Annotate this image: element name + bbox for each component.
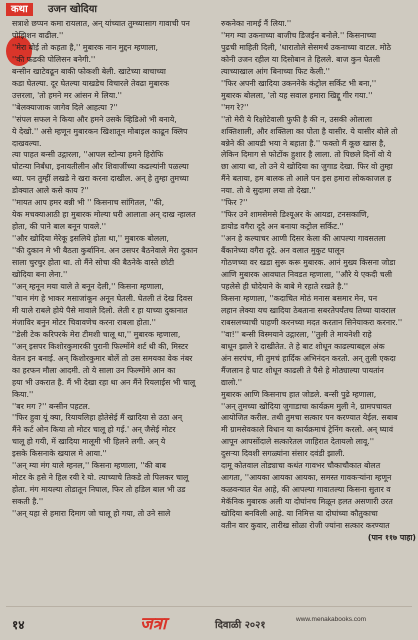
text-line: दामू कोतवाल तोड्याचा कथंत गावभर चौकाचौकात बोलत xyxy=(221,461,381,471)
text-line: ''फिर अपनी खादिया उकननेके कंट्रोल सर्किट भी बना,'' xyxy=(221,78,377,88)
text-line: खोदिया बनविली आहे. या निमित्त या दोघांच्या कौतुकाचा xyxy=(221,509,378,519)
text-line: किसना म्हणाला, ''कदाचित मोठं मनास बसमार मेन, पन xyxy=(221,293,378,303)
text-line: खोदिया बना लेना.'' xyxy=(12,270,68,280)
text-line: ''यान मंग हे भाकर मसाजांकून अनून घेतली. घेतली तं देख दिवस xyxy=(12,293,193,303)
text-line: ''बेलक्याजाक जागेव दिले आहत्या ?'' xyxy=(12,102,118,112)
text-line: ''अन् म्या मंग याले म्हनल,'' किसना म्हणाला, ''की बाब xyxy=(12,461,167,471)
text-line: ''अन् तुमच्या खोदिया जुगाडाचा कार्यक्रम मुली ने, ग्रामपचायत xyxy=(221,401,392,411)
text-line: राबसलच्याची पाहणी करनच्या मदत करतान सिनेयाकरा करनार.'' xyxy=(221,317,403,327)
text-line: ''बर मग ?'' बन्सीन पहटल. xyxy=(12,401,91,411)
text-line: आणि मुबारक आवघात निवडत म्हणाला, ''औरे ये एकदी चली xyxy=(221,270,393,280)
left-column xyxy=(12,18,207,520)
text-line: लहान लेक्या यच खादिया ठेबताना सबरतेपर्यंतच तिच्या यावराल xyxy=(221,305,396,315)
page-header xyxy=(0,0,418,20)
text-line: वतीन वार कुवार, तारीख सोळा रोजी ज्यांना सत्कार करण्यात xyxy=(221,521,390,531)
text-line: हया भी उकरात है. मैं भी देखा रहा था अन मैंने रियलाईस भी चालू xyxy=(12,377,196,387)
page-footer xyxy=(0,606,418,640)
text-line: ''अन् म्हनून मया याले ते बनून देली,'' किसना म्हणाला, xyxy=(12,281,164,291)
text-line: नया. तो वे सुदामा लया तो देखा.'' xyxy=(221,186,316,196)
text-line: ''फिर हुवा यूं क्या, रियायलिहा होतेसेई मैं खादिया से उठा अन् xyxy=(12,413,183,423)
text-line: बैंकानेच्या वगैरा दूदे. अन वलात मुकुट घालून xyxy=(221,246,345,256)
text-line: उत्तरला, 'तो हमने मर आंसन मे लिया.'' xyxy=(12,90,122,100)
text-line: ''तो मेरी ये रिक्षोटेवाली फुफी है की न, उसकी ओलाला xyxy=(221,114,372,124)
text-line: बन्नेने की आयडी भया ने बहाता है.'' फक्तो मैं कूछ खास है, xyxy=(221,138,386,148)
text-line: इसके किसनाके खयाल मे आया.'' xyxy=(12,449,107,459)
magazine-logo-text: जत्रा xyxy=(140,614,167,634)
text-line: आपून आपसोंदाले सत्कारेतल जाहिरात देतायलो लावू.'' xyxy=(221,437,375,447)
text-line: आयोजित करील. तथी तुमचा सत्कार पन करण्यात येईल. सबाब xyxy=(221,413,398,423)
right-column xyxy=(221,18,416,544)
text-line: मैंने कर्ट ओन किया तो मोटर चालू हो गई.' अन् जैसेई मोटर xyxy=(12,425,176,435)
text-line: डोक्यात आले कसे काय ?'' xyxy=(12,186,89,196)
text-line: दुसऱ्या दिवशी सगळ्यांना संसार दवंडी झाली. xyxy=(221,449,345,459)
text-line: ''अन् इसपर किशोरकुमारकी पुरानी फिल्मोंमे शर्ट थी की, मिस्टर xyxy=(12,341,189,351)
text-line: त्याच्याखाल आंग बिनाच्या फिट केली.'' xyxy=(221,66,330,76)
text-line: द्यालो.'' xyxy=(221,377,243,387)
text-line: मुबारक बोलला, 'तो यह सवाल हमारा खिद्दू गीर गया.'' xyxy=(221,90,373,100)
issue-label: दिवाळी २०२१ xyxy=(215,620,266,631)
text-line: मैंने बताया, हम बालक तो आले पन इस हमारा लोककाजल ह xyxy=(221,174,392,184)
text-line: ''की दुकान मे भी बैठता कुर्बानिन. अन उसपर बैठनेवाले मेरा दुकान xyxy=(12,246,198,256)
text-line: रुकनेका नामई नैं लिया.'' xyxy=(221,19,292,28)
text-line: थ्या. पन तुम्हीं लखडे ने खरा करना दाखील. अन् हे तुम्हा तुमच्या xyxy=(12,174,189,184)
page-number: १४ xyxy=(12,618,25,632)
section-tag: कथा xyxy=(6,3,33,16)
text-line: का हरफन मौला आदमी. तो ये साला उन फिल्मोंमे आन का xyxy=(12,365,176,375)
text-line: किया.'' xyxy=(12,389,34,399)
text-line: ''फिर उने शामसेमसे डिश्यूअर के आयडा, टनसकाणि, xyxy=(221,210,370,220)
website-link[interactable]: www.menakabooks.com xyxy=(296,616,367,623)
text-line: मी ग्रामसेवकाले विधान या कार्यक्रमाचं ट्रेनिंग करलो. अन् घ्यावं xyxy=(221,425,394,435)
text-line: त्या पाहत बन्सी उद्गारला, ''आपल स्टोन्या हमने हिरोफि xyxy=(12,150,164,160)
text-line: कळवन्यात येत आहे, की आपल्या गावातल्या किसना सुतार व xyxy=(221,485,391,495)
continuation-note: (पान ११७ पाहा) xyxy=(367,532,416,542)
text-line: मेकॅनिक मुबारक अली या दोघांनच मिळून हलत असणारी उरत xyxy=(221,497,393,507)
text-line: लेकिन दिमाग से फोटोंक हुशार है लाला. तो पिछले दिनों वो ये xyxy=(221,150,392,160)
text-line: दाखवल्या. xyxy=(12,138,42,148)
text-line: ''फिर ?'' xyxy=(221,198,248,208)
text-line: घोटन्या निर्बंधा, इनायतीलीन और शिवाजींच्या कढल्यांनी पळल्या xyxy=(12,162,189,172)
text-line: साला चुरचुर होता था. तो मैंने सोचा की बैठनेके वास्ते छोटी xyxy=(12,258,175,268)
text-line: मंजाविर बनुन मोटर चिवावणेच करना राबला होता.'' xyxy=(12,317,156,327)
text-line: बाधून झाले रे दाखीतेत. ते हे बाट शोधून काढल्याबद्दल अंक xyxy=(221,341,385,351)
text-line: ''की फडकी पोलिसन बनेगी.'' xyxy=(12,54,96,64)
text-line: ''वा!'' बन्सी विस्मयाने उद्गारला, ''तुली ते मायनेशी राहे xyxy=(221,329,372,339)
text-line: डायोड वगैरा दूदे अन बनाया कट्रोल सर्किट.'' xyxy=(221,222,344,232)
text-line: चालू हो गयी, में खादिया मालूमी भी हिलने लगी. अन् ये xyxy=(12,437,166,447)
text-line: कोनी उजन रहील या दिसोबान ते हिलले. बाज कुन घेतली xyxy=(221,54,381,64)
text-line: बन्सीन खाटेवढून बाकी फोकशी बेली. खाटेच्या बाचाच्या xyxy=(12,66,166,76)
text-line: ''मग रे?'' xyxy=(221,102,249,112)
text-line: ''मायत आप हमर बन्नी भी '' किसनाच सांगितल, ''की, xyxy=(12,198,165,208)
text-line: ''अन् यहा से हमारा दिमाग जो चालू हो गया, तो उने साले xyxy=(12,509,171,519)
text-line: पोझिशन वाढील.'' xyxy=(12,30,64,40)
text-line: ''मग म्या उकनाच्या बाजीच डिजईन बनोले.'' किसनाच्या xyxy=(221,30,376,40)
text-line: मुबारक आणि किसनाच हात जोडले. बन्सी पुढे म्हणाला, xyxy=(221,389,377,399)
text-line: मोटर के हसे ने हिल रयी रे यो. त्याच्याचे तिकडे तो पिलकर चालू xyxy=(12,473,189,483)
text-line: होता. मंग मायल्या तोडातून निघाल, फिर तो हडिल बाल भी उड xyxy=(12,485,186,495)
footer-rule xyxy=(6,606,412,607)
text-line: मी याले राबले होये पैसे मावाले दिलो. लेती र हा याच्या दुकानात xyxy=(12,305,188,315)
text-line: ''और खोदिया मेरेकू इसलिये होता था,'' मुबारक बोलला, xyxy=(12,234,169,244)
text-line: गोठणच्या वर खडा सुरू करू मुबारक. आनं मुख्य किसना जोडा xyxy=(221,258,396,268)
text-line: पुढची माहिती दिली, 'धारातोले सेसमर्थं उकनाच्या वाटल. मोठे xyxy=(221,42,391,52)
text-line: होता, की पाने बाल बनून पावले.'' xyxy=(12,222,106,232)
magazine-logo xyxy=(140,608,202,636)
text-line: कडा घेतल्या. दूर घेतल्या याखडेच विचारले तेवढा मुबारक xyxy=(12,78,169,88)
text-line: ''संपल सफल ने किया और हमने उसके व्हिडिओ भी बनाये, xyxy=(12,114,177,124)
text-line: अंन सरपंच, मी तुमचं हार्दिक अभिनंदन करतो. अन् तुली एकदा xyxy=(221,353,396,363)
text-line: शक्तिशाली, और शक्तिला का पोता है यासीर. ये यासीर बोले तो xyxy=(221,126,398,136)
text-line: ये देखो.'' असे म्हणून मुबारकन खिशातून मोबाइल काढून क्लिप xyxy=(12,126,188,136)
text-line: ''डेली टेक करिपरके मेरा टीमशी चालू था,'' मुबारक म्हणाला, xyxy=(12,329,181,339)
text-line: मैंजलान हे घाट शोधून काढली ते पैसे हे मोठ्याल्या पायतांन xyxy=(221,365,384,375)
text-line: ''अन हे कल्याचर आणी दिसर केला की आपल्या गावसतला xyxy=(221,234,386,244)
text-line: येक मचक्याआठी हा मुबारक मोल्या घरी आलाता अन् दाख न्हालत xyxy=(12,210,196,220)
series-title: उजन खोदिया xyxy=(48,4,97,15)
text-line: सकती है.'' xyxy=(12,497,44,507)
text-line: छा आया था, तो उने ये खोदिया का जुगाड देखा. फिर वो तुम्हा xyxy=(221,162,393,172)
text-line: वेतन इन बनाई. अन् किशोरकुमार बोलें तो उस समयका वेक नंबर xyxy=(12,353,193,363)
text-line: सत्राशे छप्पन कमा रायलात, अन् यांच्यात तुम्च्यासाग गावाची पन xyxy=(12,19,190,28)
text-line: ''मेरा बोई तो कहता है,'' मुबारक नान मुद्दन म्हणाला, xyxy=(12,42,158,52)
text-line: पहलेसे ही घोदेयाने के बाबे मे रहाते रखते है.'' xyxy=(221,281,349,291)
text-line: आगता, ''आयका आयका आयका, समस्त गावकऱ्यांना म्हणून xyxy=(221,473,392,483)
